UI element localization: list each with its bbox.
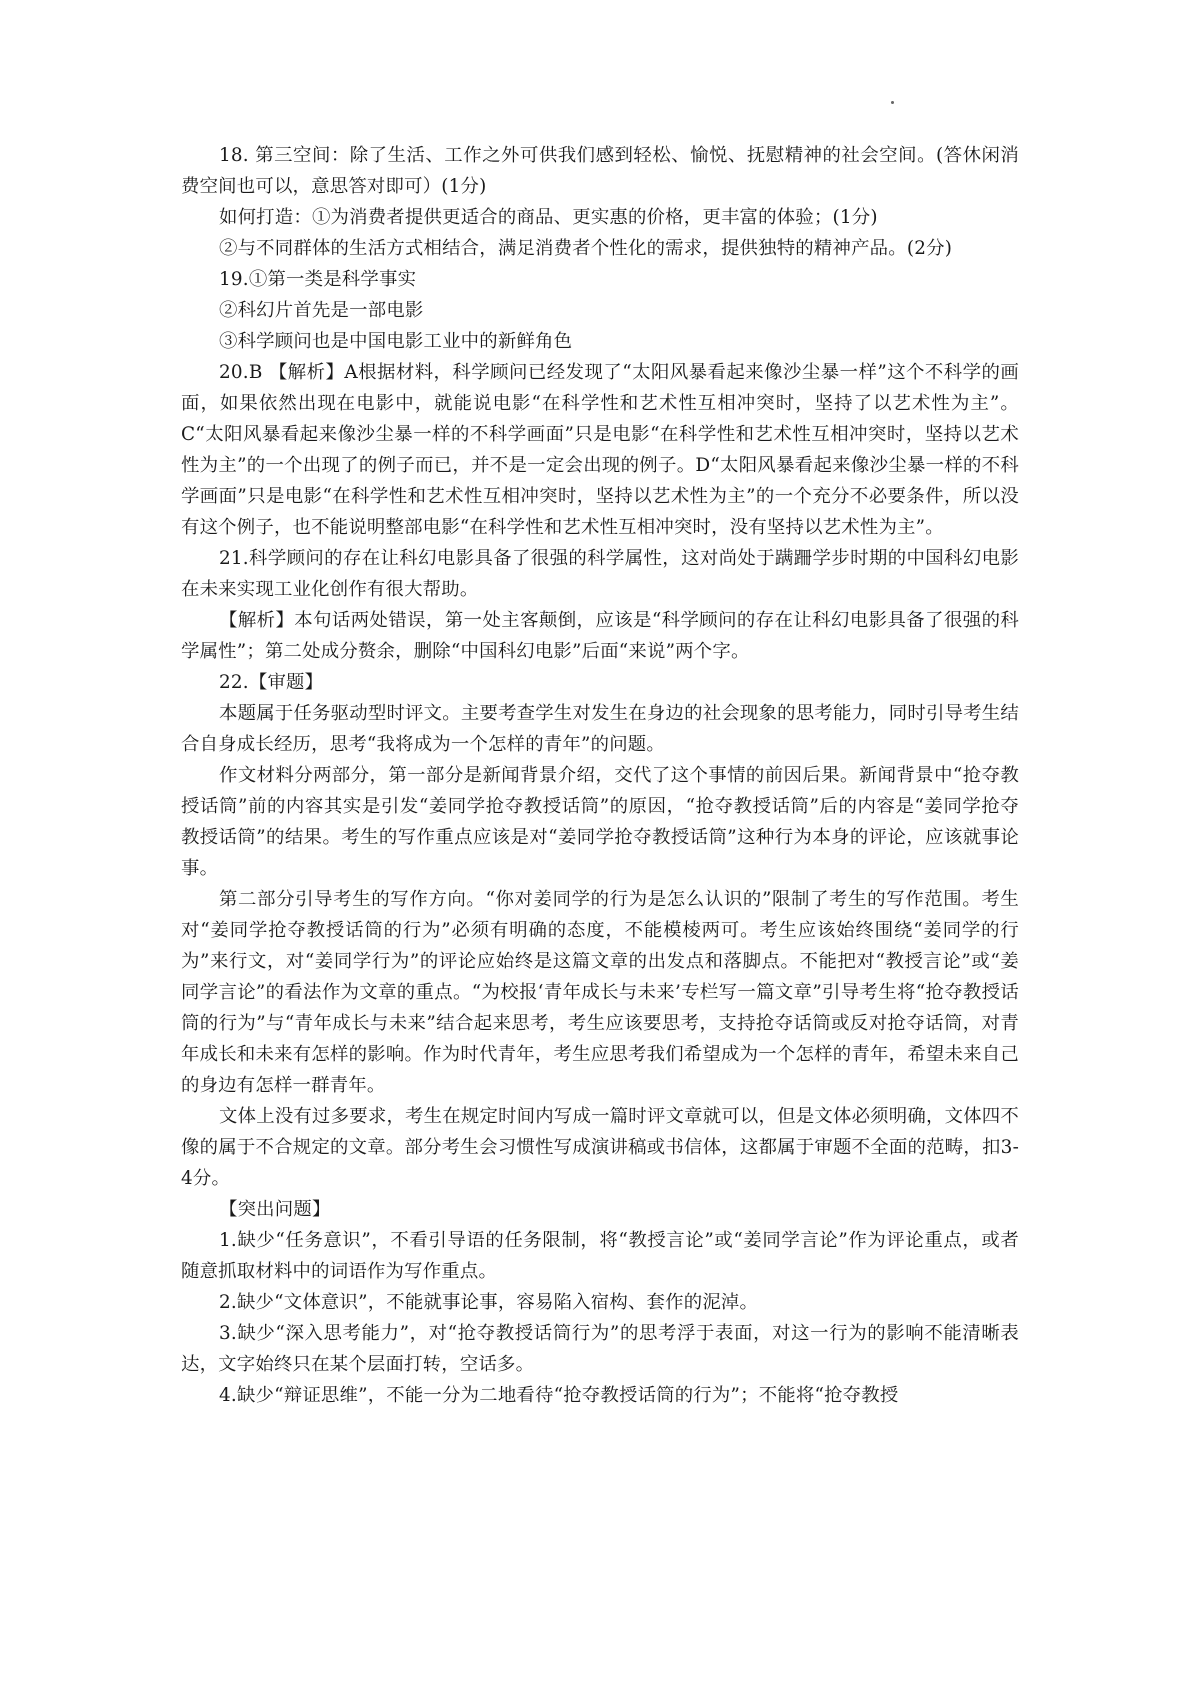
problem-item-1: 1.缺少“任务意识”，不看引导语的任务限制，将“教授言论”或“姜同学言论”作为评论重点，或者随意抓取材料中的词语作为写作重点。 — [181, 1230, 1019, 1282]
document-body — [181, 140, 1019, 1411]
answer-19-item-3: ③科学顾问也是中国电影工业中的新鲜角色 — [219, 331, 573, 352]
answer-19-item-1: 19.①第一类是科学事实 — [219, 269, 417, 290]
answer-20-analysis: 20.B 【解析】A根据材料，科学顾问已经发现了“太阳风暴看起来像沙尘暴一样”这个不科学的画面，如果依然出现在电影中，就能说电影“在科学性和艺术性互相冲突时，坚持了以艺术性为主”。C“太阳风暴看起来像沙尘暴一样的不科学画面”只是电影“在科学性和艺术性互相冲突时，坚持以艺术性为主”的一个出现了的例子而已，并不是一定会出现的例子。D“太阳风暴看起来像沙尘暴一样的不科学画面”只是电影“在科学性和艺术性互相冲突时，坚持以艺术性为主”的一个充分不必要条件，所以没有这个例子，也不能说明整部电影“在科学性和艺术性互相冲突时，没有坚持以艺术性为主”。 — [181, 362, 1019, 538]
answer-22-para-2: 作文材料分两部分，第一部分是新闻背景介绍，交代了这个事情的前因后果。新闻背景中“抢夺教授话筒”前的内容其实是引发“姜同学抢夺教授话筒”的原因，“抢夺教授话筒”后的内容是“姜同学抢夺教授话筒”的结果。考生的写作重点应该是对“姜同学抢夺教授话筒”这种行为本身的评论，应该就事论事。 — [181, 765, 1019, 879]
answer-22-heading: 22.【审题】 — [219, 672, 324, 693]
answer-21-sentence: 21.科学顾问的存在让科幻电影具备了很强的科学属性，这对尚处于蹒跚学步时期的中国科幻电影在未来实现工业化创作有很大帮助。 — [181, 548, 1019, 600]
problem-item-3: 3.缺少“深入思考能力”，对“抢夺教授话筒行为”的思考浮于表面，对这一行为的影响不能清晰表达，文字始终只在某个层面打转，空话多。 — [181, 1323, 1019, 1375]
problem-item-4: 4.缺少“辩证思维”，不能一分为二地看待“抢夺教授话筒的行为”；不能将“抢夺教授 — [219, 1385, 899, 1406]
answer-19-item-2: ②科幻片首先是一部电影 — [219, 300, 424, 321]
problem-item-2: 2.缺少“文体意识”，不能就事论事，容易陷入宿构、套作的泥淖。 — [219, 1292, 759, 1313]
answer-18-method-2: ②与不同群体的生活方式相结合，满足消费者个性化的需求，提供独特的精神产品。(2分) — [219, 238, 953, 259]
answer-22-para-3: 第二部分引导考生的写作方向。“你对姜同学的行为是怎么认识的”限制了考生的写作范围。考生对“姜同学抢夺教授话筒的行为”必须有明确的态度，不能模棱两可。考生应该始终围绕“姜同学的行为”来行文，对“姜同学行为”的评论应始终是这篇文章的出发点和落脚点。不能把对“教授言论”或“姜同学言论”的看法作为文章的重点。“为校报‘青年成长与未来’专栏写一篇文章”引导考生将“抢夺教授话筒的行为”与“青年成长与未来”结合起来思考，考生应该要思考，支持抢夺话筒或反对抢夺话筒，对青年成长和未来有怎样的影响。作为时代青年，考生应思考我们希望成为一个怎样的青年，希望未来自己的身边有怎样一群青年。 — [181, 889, 1019, 1096]
answer-18-method-1: 如何打造：①为消费者提供更适合的商品、更实惠的价格，更丰富的体验；(1分) — [219, 207, 878, 228]
problems-heading: 【突出问题】 — [219, 1199, 331, 1220]
scan-speck — [891, 101, 894, 104]
answer-22-para-4: 文体上没有过多要求，考生在规定时间内写成一篇时评文章就可以，但是文体必须明确，文体四不像的属于不合规定的文章。部分考生会习惯性写成演讲稿或书信体，这都属于审题不全面的范畴，扣3-4分。 — [181, 1106, 1019, 1189]
answer-22-para-1: 本题属于任务驱动型时评文。主要考查学生对发生在身边的社会现象的思考能力，同时引导考生结合自身成长经历，思考“我将成为一个怎样的青年”的问题。 — [181, 703, 1019, 755]
answer-21-analysis: 【解析】本句话两处错误，第一处主客颠倒，应该是“科学顾问的存在让科幻电影具备了很强的科学属性”；第二处成分赘余，删除“中国科幻电影”后面“来说”两个字。 — [181, 610, 1019, 662]
answer-18-definition: 18. 第三空间：除了生活、工作之外可供我们感到轻松、愉悦、抚慰精神的社会空间。(答休闲消费空间也可以，意思答对即可）(1分) — [181, 145, 1019, 197]
